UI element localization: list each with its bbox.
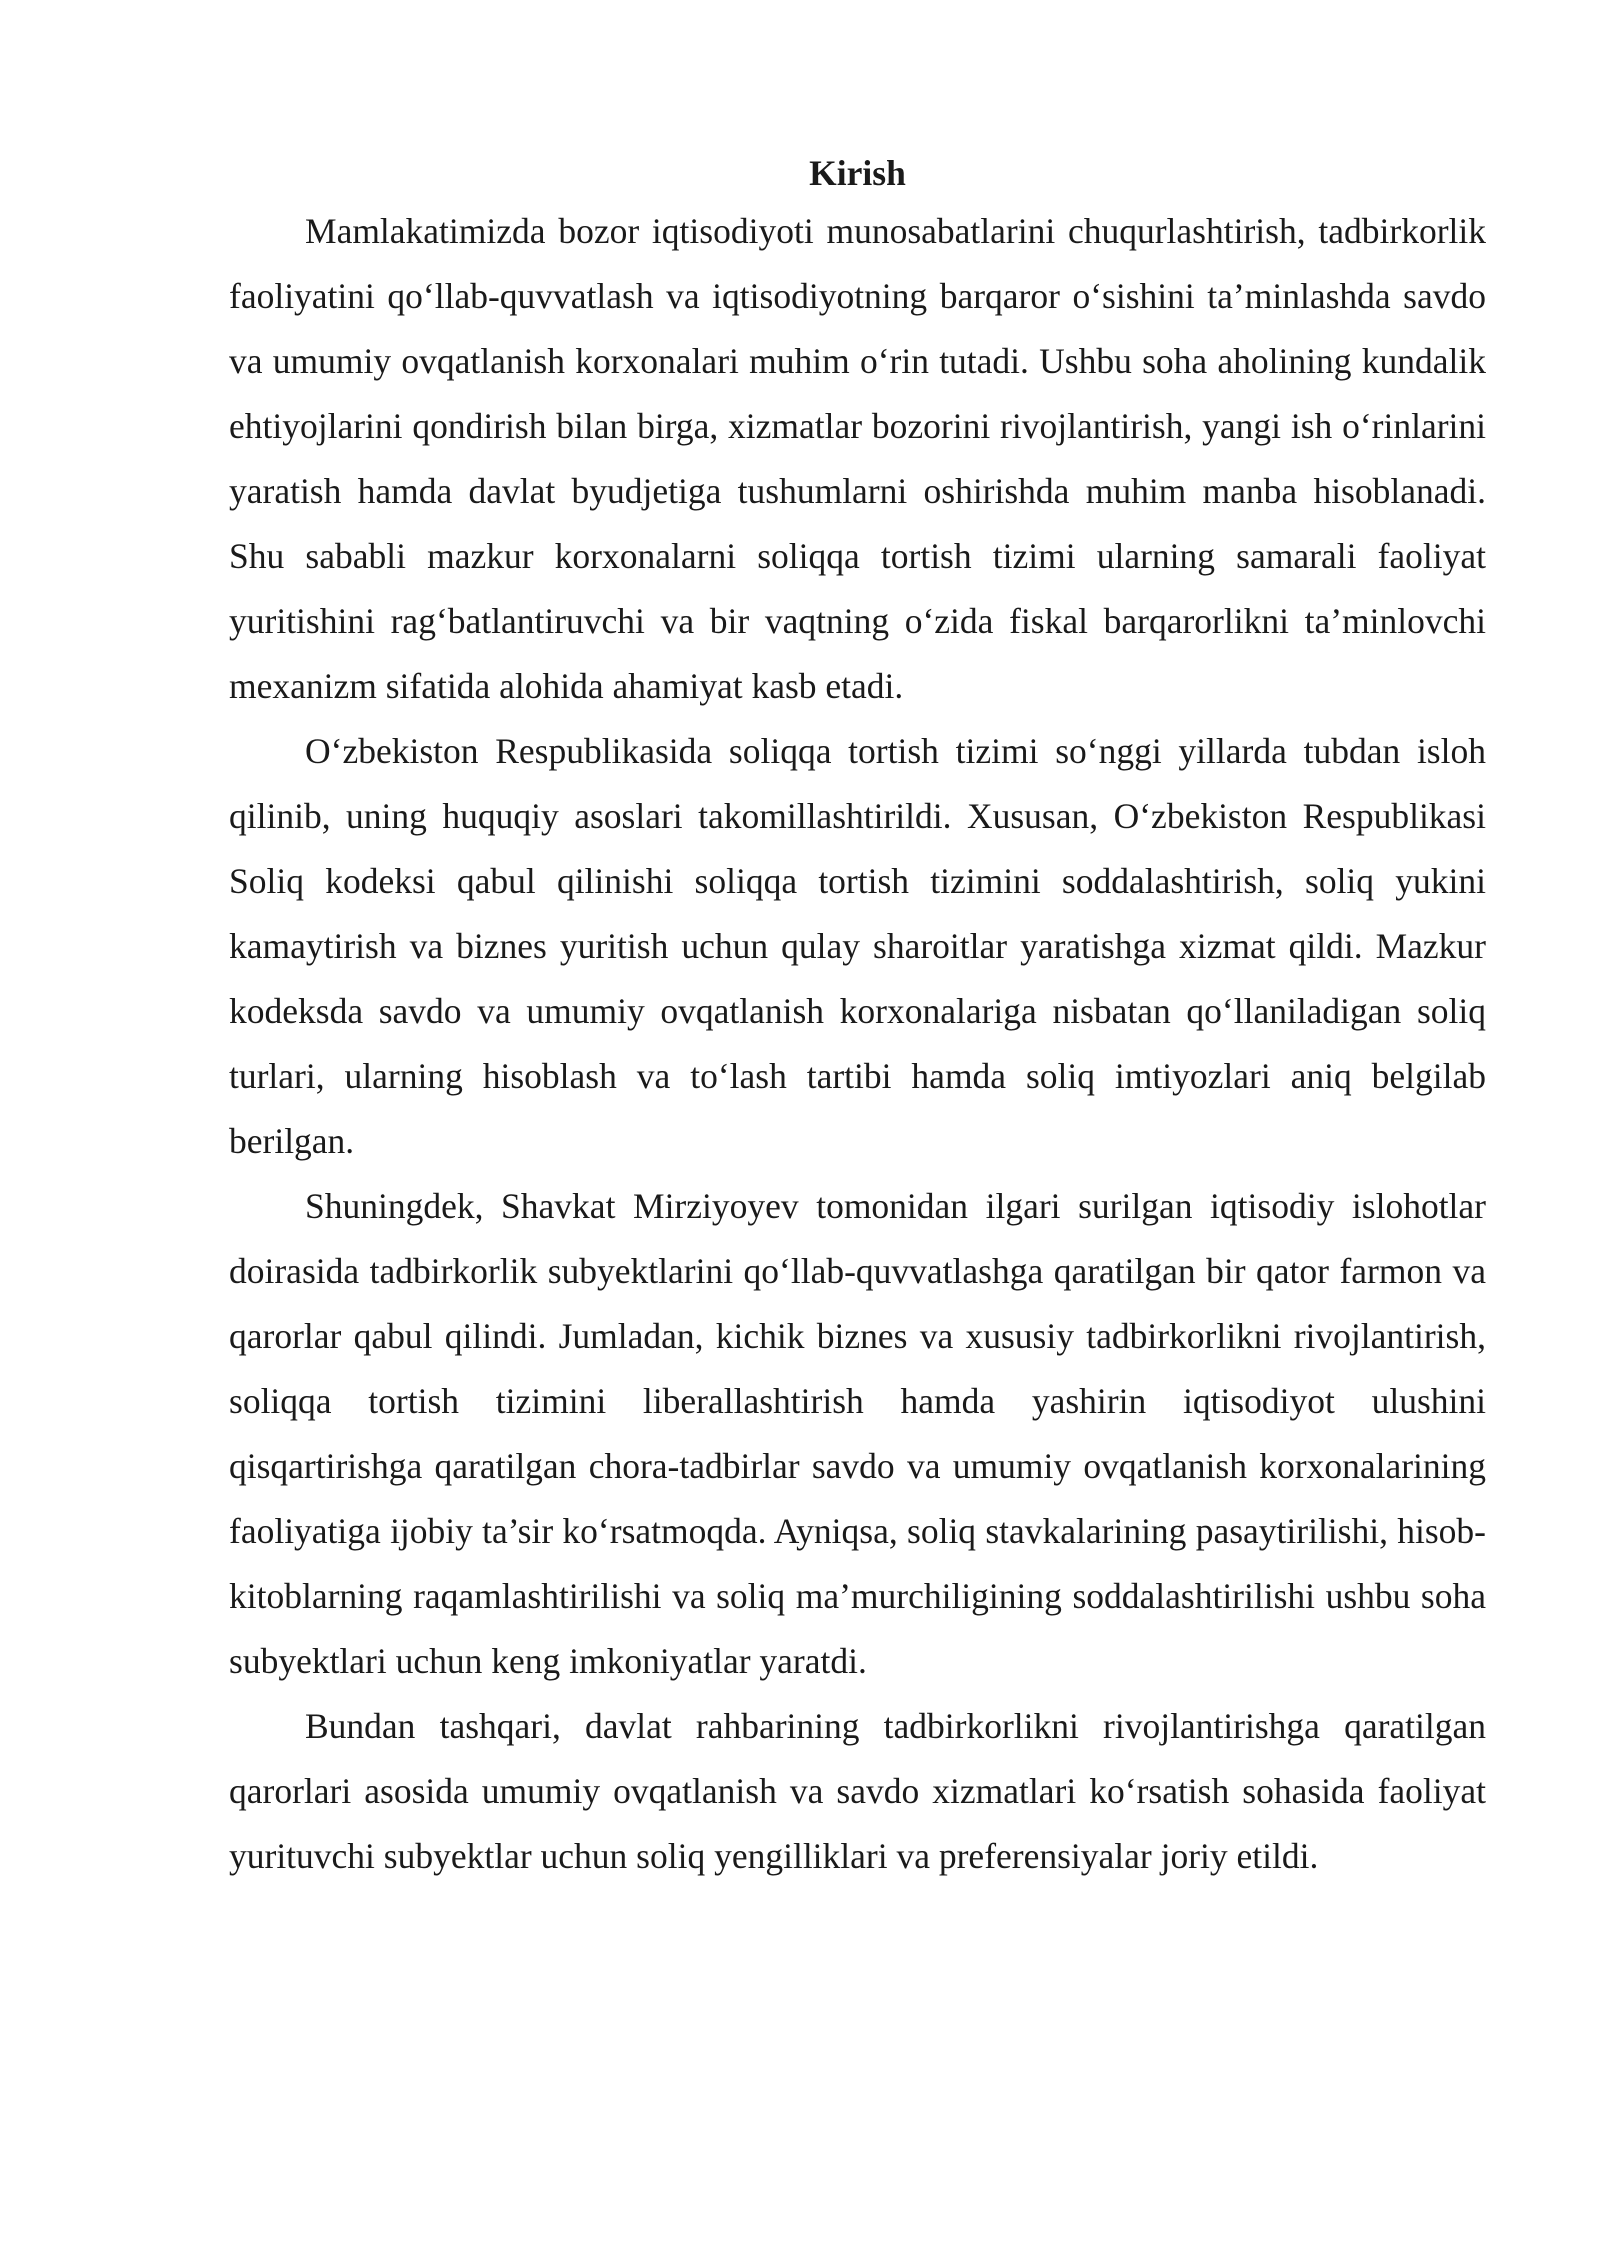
paragraph-3: Shuningdek, Shavkat Mirziyoyev tomonidan ilgari surilgan iqtisodiy islohotlar doirasida tadbirkorlik subyektlarini qo‘llab-quvvatlashga qaratilgan bir qator farmon va qarorlar qabul qilindi. Jumladan, kichik biznes va xususiy tadbirkorlikni rivojlantirish, soliqqa tortish tizimini liberallashtirish hamda yashirin iqtisodiyot ulushini qisqartirishga qaratilgan chora-tadbirlar savdo va umumiy ovqatlanish korxonalarining faoliyatiga ijobiy ta’sir ko‘rsatmoqda. Ayniqsa, soliq stavkalarining pasaytirilishi, hisob-kitoblarning raqamlashtirilishi va soliq ma’murchiligining soddalashtirilishi ushbu soha subyektlari uchun keng imkoniyatlar yaratdi. [229, 1186, 1486, 1681]
document-body [229, 148, 1486, 1889]
paragraph-1: Mamlakatimizda bozor iqtisodiyoti munosabatlarini chuqurlashtirish, tadbirkorlik faoliyatini qo‘llab-quvvatlash va iqtisodiyotning barqaror o‘sishini ta’minlashda savdo va umumiy ovqatlanish korxonalari muhim o‘rin tutadi. Ushbu soha aholining kundalik ehtiyojlarini qondirish bilan birga, xizmatlar bozorini rivojlantirish, yangi ish o‘rinlarini yaratish hamda davlat byudjetiga tushumlarni oshirishda muhim manba hisoblanadi. Shu sababli mazkur korxonalarni soliqqa tortish tizimi ularning samarali faoliyat yuritishini rag‘batlantiruvchi va bir vaqtning o‘zida fiskal barqarorlikni ta’minlovchi mexanizm sifatida alohida ahamiyat kasb etadi. [229, 211, 1486, 706]
section-heading: Kirish [809, 153, 906, 193]
paragraph-2: O‘zbekiston Respublikasida soliqqa tortish tizimi so‘nggi yillarda tubdan isloh qilinib, uning huquqiy asoslari takomillashtirildi. Xususan, O‘zbekiston Respublikasi Soliq kodeksi qabul qilinishi soliqqa tortish tizimini soddalashtirish, soliq yukini kamaytirish va biznes yuritish uchun qulay sharoitlar yaratishga xizmat qildi. Mazkur kodeksda savdo va umumiy ovqatlanish korxonalariga nisbatan qo‘llaniladigan soliq turlari, ularning hisoblash va to‘lash tartibi hamda soliq imtiyozlari aniq belgilab berilgan. [229, 731, 1486, 1161]
paragraph-4: Bundan tashqari, davlat rahbarining tadbirkorlikni rivojlantirishga qaratilgan qarorlari asosida umumiy ovqatlanish va savdo xizmatlari ko‘rsatish sohasida faoliyat yurituvchi subyektlar uchun soliq yengilliklari va preferensiyalar joriy etildi. [229, 1706, 1486, 1876]
